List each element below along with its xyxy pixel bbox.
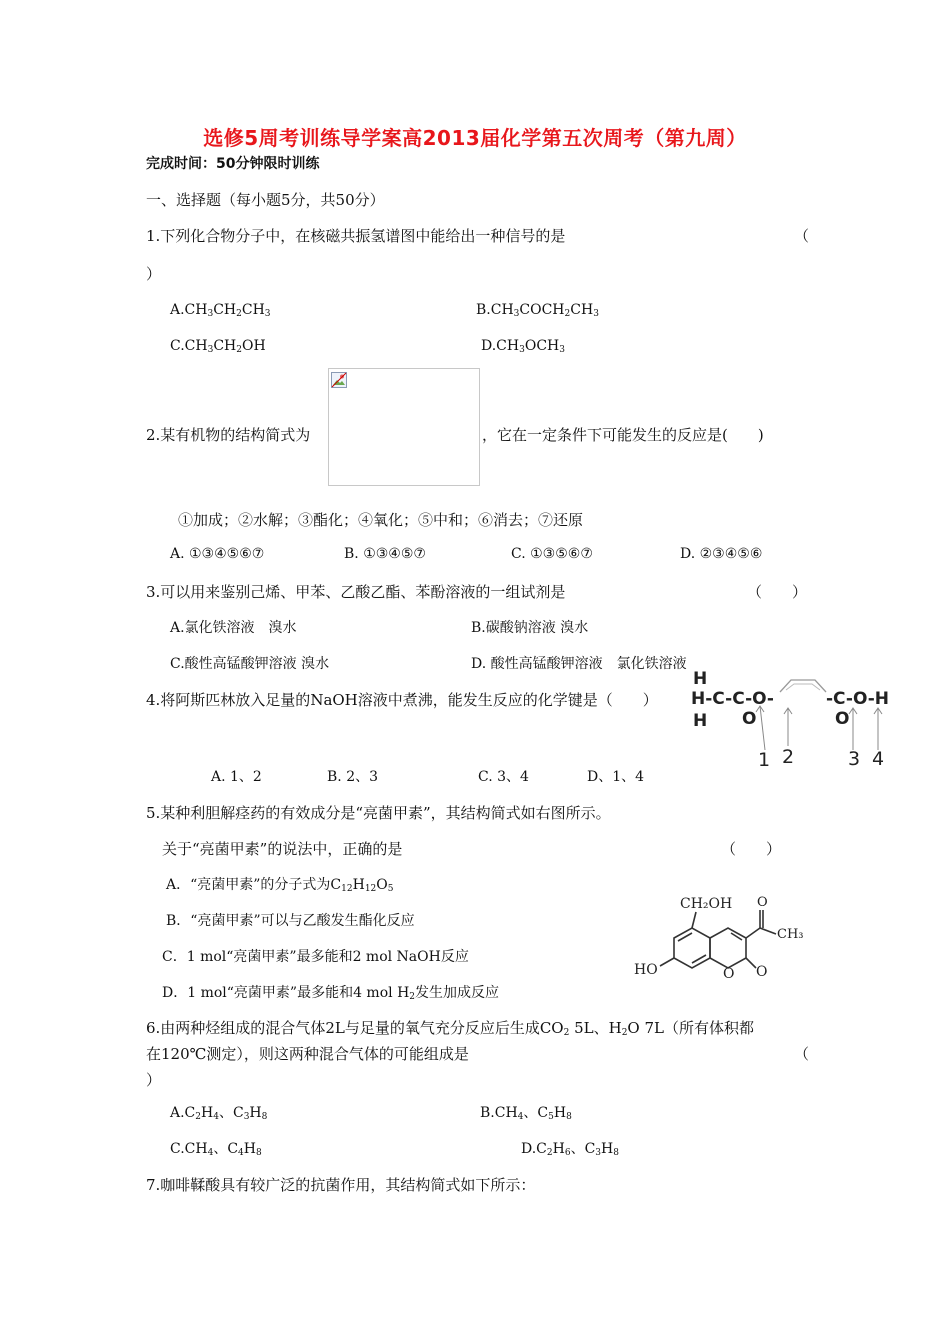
q5-option-b: B．“亮菌甲素”可以与乙酸发生酯化反应 bbox=[166, 913, 415, 929]
q6-line1: 6.由两种烃组成的混合气体2L与足量的氧气充分反应后生成$CO_2$ 5L、$H_2O$ 7L（所有体积都 bbox=[146, 1019, 754, 1038]
aspirin-chain-right: -C-O-H bbox=[826, 689, 890, 709]
q3-option-b: B.碳酸钠溶液 溴水 bbox=[471, 620, 589, 636]
q2-reaction-list: ①加成；②水解；③酯化；④氧化；⑤中和；⑥消去；⑦还原 bbox=[178, 511, 584, 529]
q6-option-c: $C.CH_4$、$C_4H_8$ bbox=[170, 1141, 262, 1158]
q5-option-c: C．1 mol“亮菌甲素”最多能和2 mol NaOH反应 bbox=[162, 949, 469, 965]
q1-option-a: $A.CH_3CH_2CH_3$ bbox=[170, 302, 271, 319]
q6-option-d: $D.C_2H_6$、$C_3H_8$ bbox=[521, 1141, 619, 1158]
q6-line2: 在120℃测定），则这两种混合气体的可能组成是 bbox=[146, 1045, 469, 1063]
q3-option-a: A.氯化铁溶液 溴水 bbox=[170, 620, 297, 636]
q4-option-b: B. 2、3 bbox=[327, 769, 379, 785]
q4-stem: 4.将阿斯匹林放入足量的NaOH溶液中煮沸，能发生反应的化学键是（ ） bbox=[146, 691, 658, 709]
bond-arrow-icons bbox=[756, 706, 882, 750]
aspirin-structure-figure bbox=[688, 666, 908, 776]
q4-option-c: C. 3、4 bbox=[478, 769, 529, 785]
q2-option-d: D. ②③④⑤⑥ bbox=[680, 546, 763, 562]
q5-stem: 5.某种利胆解痉药的有效成分是“亮菌甲素”，其结构简式如右图所示。 bbox=[146, 804, 611, 822]
bond-label-2: 2 bbox=[782, 746, 795, 768]
bond-label-4: 4 bbox=[872, 748, 885, 770]
q1-option-c: $C.CH_3CH_2OH$ bbox=[170, 338, 266, 355]
q5-option-d: D．1 mol“亮菌甲素”最多能和4 mol $H_2$发生加成反应 bbox=[162, 985, 500, 1002]
aspirin-chain-left: H-C-C-O- bbox=[691, 689, 774, 709]
q5-paren: （ ） bbox=[721, 840, 782, 858]
q6-paren-close: ） bbox=[146, 1071, 162, 1089]
q2-stem-b: ，它在一定条件下可能发生的反应是( ) bbox=[482, 426, 764, 444]
carbonyl-oxygen-label: O bbox=[756, 964, 768, 980]
bond-label-3: 3 bbox=[848, 748, 861, 770]
q7-stem: 7.咖啡鞣酸具有较广泛的抗菌作用，其结构简式如下所示： bbox=[146, 1176, 536, 1194]
q1-option-d: $D.CH_3OCH_3$ bbox=[481, 338, 565, 355]
ho-label: HO bbox=[634, 962, 658, 978]
broken-image-icon bbox=[331, 372, 347, 388]
aspirin-carbonyl-o-2: O bbox=[835, 709, 850, 729]
q1-option-b: $B.CH_3COCH_2CH_3$ bbox=[476, 302, 599, 319]
q4-option-a: A. 1、2 bbox=[211, 769, 262, 785]
benzene-ring-icon bbox=[780, 680, 826, 692]
q4-option-d: D、1、4 bbox=[587, 769, 645, 785]
bond-label-1: 1 bbox=[758, 749, 771, 771]
broken-image-placeholder bbox=[328, 368, 480, 486]
q3-paren: （ ） bbox=[747, 583, 808, 601]
q6-option-a: $A.C_2H_4$、$C_3H_8$ bbox=[170, 1105, 268, 1122]
q5-option-a: A．“亮菌甲素”的分子式为$C_{12}H_{12}O_5$ bbox=[166, 877, 394, 894]
liangjunjiasu-structure-figure bbox=[632, 890, 807, 985]
section-heading: 一、选择题（每小题5分，共50分） bbox=[146, 191, 385, 209]
q2-stem-a: 2.某有机物的结构简式为 bbox=[146, 426, 311, 444]
q2-option-b: B. ①③④⑤⑦ bbox=[344, 546, 426, 562]
q3-stem: 3.可以用来鉴别己烯、甲苯、乙酸乙酯、苯酚溶液的一组试剂是 bbox=[146, 583, 566, 601]
q1-paren-open: （ bbox=[794, 227, 810, 245]
q1-stem: 1.下列化合物分子中，在核磁共振氢谱图中能给出一种信号的是 bbox=[146, 227, 566, 245]
aspirin-carbonyl-o-1: O bbox=[742, 709, 757, 729]
page-title: 选修5周考训练导学案高2013届化学第五次周考（第九周） bbox=[203, 126, 747, 150]
q3-option-c: C.酸性高锰酸钾溶液 溴水 bbox=[170, 656, 330, 672]
q5-sub: 关于“亮菌甲素”的说法中，正确的是 bbox=[162, 840, 403, 858]
coumarin-ring-icon bbox=[660, 910, 776, 968]
aspirin-bottom-h: H bbox=[693, 711, 708, 731]
ring-oxygen-label: O bbox=[723, 966, 735, 982]
ketone-oxygen-label: O bbox=[757, 895, 768, 910]
aspirin-top-h: H bbox=[693, 669, 708, 689]
q6-option-b: $B.CH_4$、$C_5H_8$ bbox=[480, 1105, 572, 1122]
q3-option-d: D. 酸性高锰酸钾溶液 氯化铁溶液 bbox=[471, 656, 687, 672]
ch3-label: CH₃ bbox=[777, 927, 804, 942]
q6-paren-open: （ bbox=[794, 1045, 810, 1063]
ch2oh-label: CH₂OH bbox=[680, 896, 733, 912]
q2-option-a: A. ①③④⑤⑥⑦ bbox=[170, 546, 265, 562]
q2-option-c: C. ①③⑤⑥⑦ bbox=[511, 546, 593, 562]
q1-paren-close: ） bbox=[146, 265, 162, 283]
time-note: 完成时间：50分钟限时训练 bbox=[146, 156, 320, 172]
